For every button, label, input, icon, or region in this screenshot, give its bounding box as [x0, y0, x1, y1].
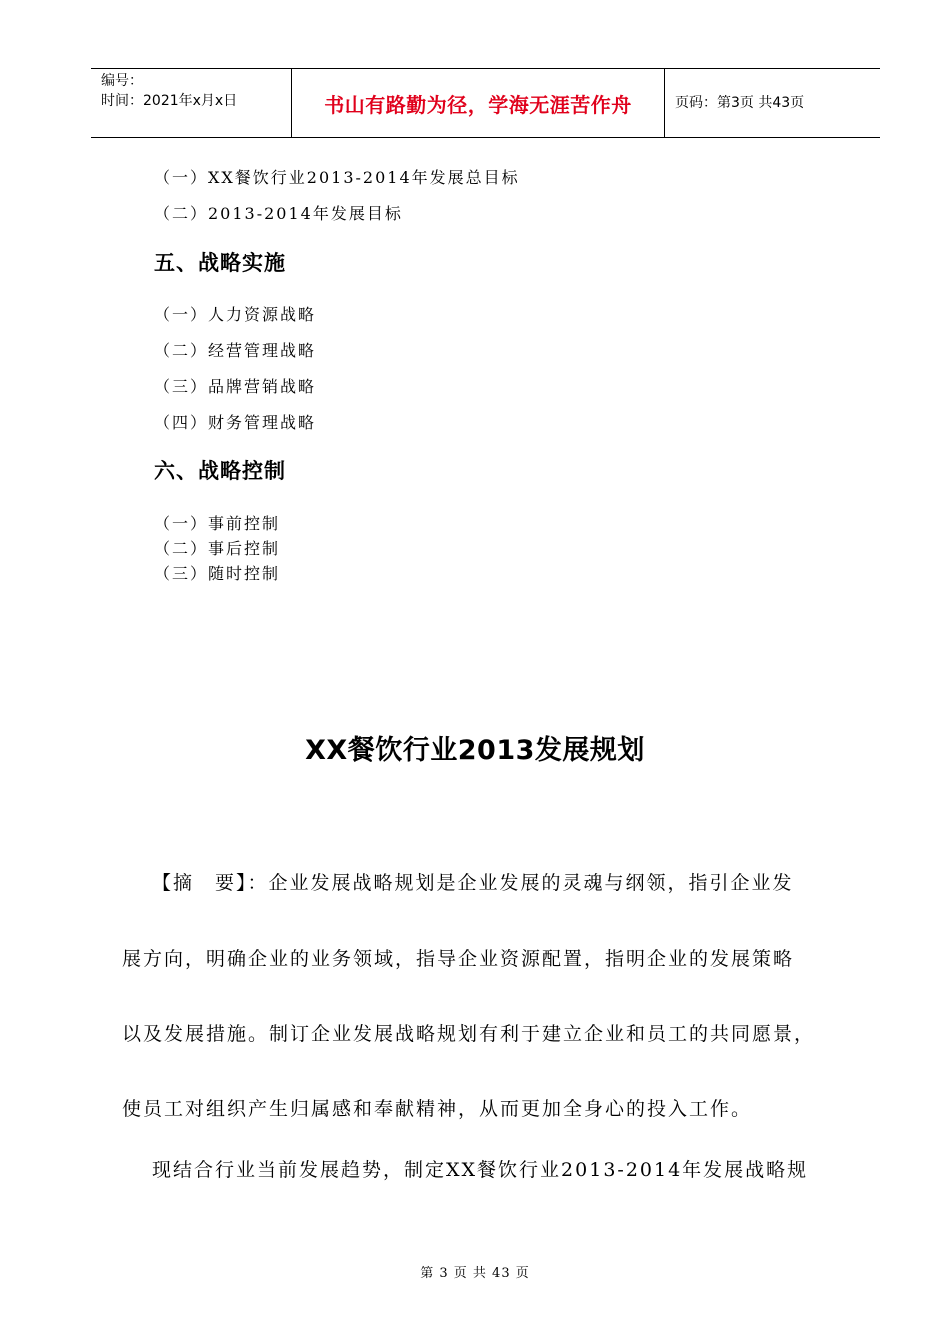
- abstract-line: 展方向，明确企业的业务领域，指导企业资源配置，指明企业的发展策略: [122, 948, 795, 970]
- header-page-cell: [665, 69, 880, 137]
- toc-item: （一）事前控制: [154, 514, 281, 533]
- toc-item: （一）XX餐饮行业2013-2014年发展总目标: [154, 168, 520, 187]
- document-title: XX餐饮行业2013发展规划: [305, 735, 645, 766]
- toc-item: （二）经营管理战略: [154, 341, 317, 360]
- abstract-line: 以及发展措施。制订企业发展战略规划有利于建立企业和员工的共同愿景，: [122, 1023, 816, 1045]
- toc-item: （二）2013-2014年发展目标: [154, 204, 403, 223]
- page-footer: 第 3 页 共 43 页: [420, 1266, 530, 1281]
- toc-item: （三）随时控制: [154, 564, 281, 583]
- document-number-label: 编号：: [101, 73, 143, 89]
- toc-item: （二）事后控制: [154, 539, 281, 558]
- page-header: [91, 68, 880, 138]
- header-page-info: 页码：第3页 共43页: [675, 95, 805, 111]
- abstract-line: 【摘 要】：企业发展战略规划是企业发展的灵魂与纲领，指引企业发: [152, 872, 794, 894]
- header-meta-cell: [91, 69, 292, 137]
- section-heading: 五、战略实施: [154, 251, 286, 275]
- toc-item: （一）人力资源战略: [154, 305, 317, 324]
- header-motto-cell: [292, 69, 665, 137]
- toc-item: （四）财务管理战略: [154, 413, 317, 432]
- toc-item: （三）品牌营销战略: [154, 377, 317, 396]
- section-heading: 六、战略控制: [154, 459, 286, 483]
- document-time-label: 时间：2021年x月x日: [101, 93, 238, 109]
- header-motto: 书山有路勤为径，学海无涯苦作舟: [324, 92, 632, 117]
- intro-line: 现结合行业当前发展趋势，制定XX餐饮行业2013-2014年发展战略规: [152, 1159, 809, 1181]
- abstract-line: 使员工对组织产生归属感和奉献精神，从而更加全身心的投入工作。: [122, 1098, 753, 1120]
